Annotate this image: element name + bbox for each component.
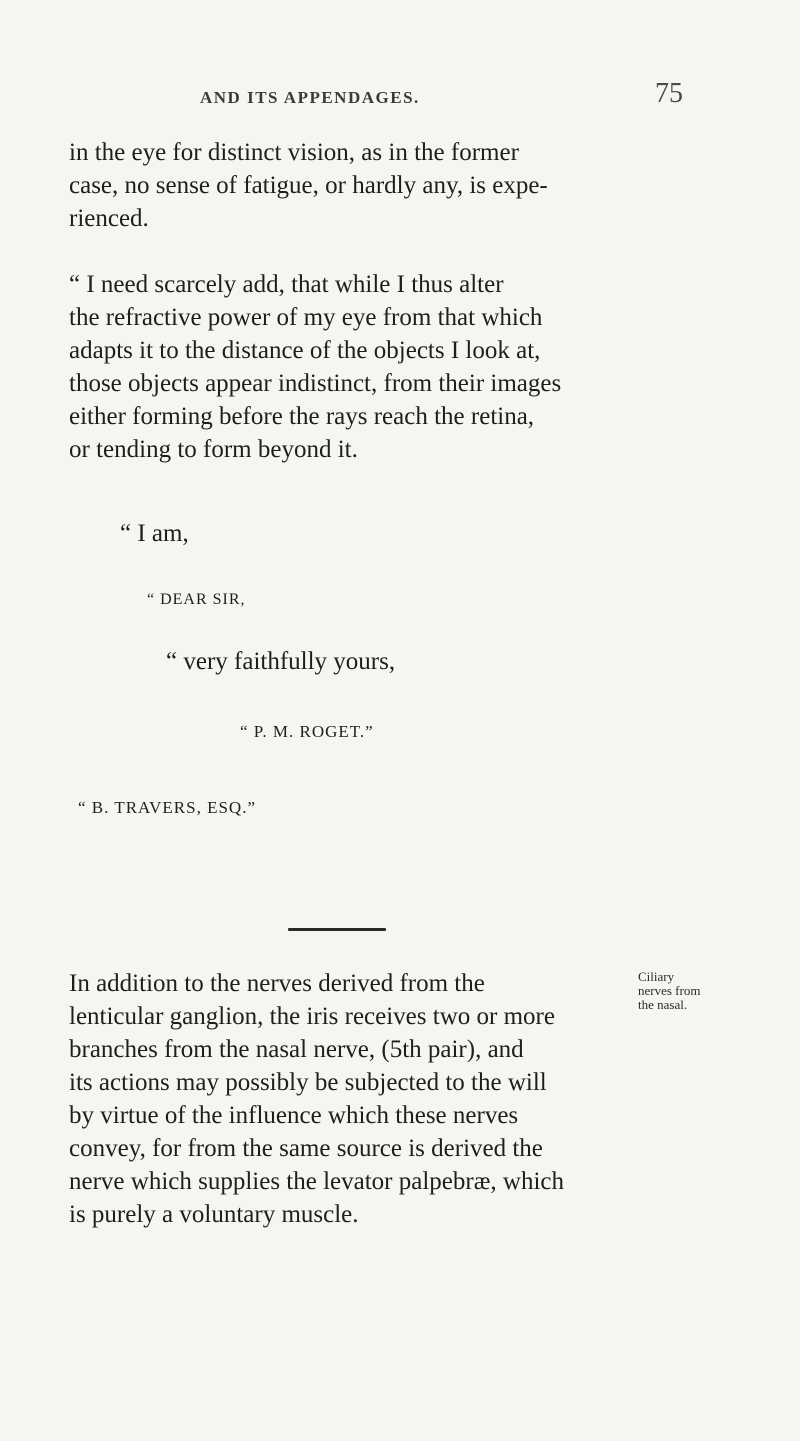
text-line: case, no sense of fatigue, or hardly any, is expe- (69, 172, 548, 199)
letter-closing-i-am: “ I am, (120, 520, 189, 547)
letter-signature: “ P. M. ROGET.” (240, 722, 374, 741)
text-line: by virtue of the influence which these nerves (69, 1102, 519, 1129)
letter-addressee: “ B. TRAVERS, ESQ.” (78, 798, 257, 817)
text-line: rienced. (69, 205, 149, 232)
section-rule (288, 928, 386, 931)
margin-note-line: nerves from (638, 983, 701, 998)
running-head: AND ITS APPENDAGES. (200, 88, 420, 107)
text-line: lenticular ganglion, the iris receives two or more (69, 1003, 555, 1030)
paragraph-main (69, 967, 629, 1231)
text-line: either forming before the rays reach the retina, (69, 403, 535, 430)
margin-note-line: Ciliary (638, 969, 675, 984)
text-line: those objects appear indistinct, from their images (69, 370, 562, 397)
text-line: is purely a voluntary muscle. (69, 1201, 359, 1228)
text-line: the refractive power of my eye from that which (69, 304, 543, 331)
letter-valediction: “ very faithfully yours, (166, 648, 396, 675)
letter-salutation: “ DEAR SIR, (147, 591, 246, 608)
text-line: branches from the nasal nerve, (5th pair), and (69, 1036, 524, 1063)
text-line: “ I need scarcely add, that while I thus alter (69, 271, 504, 298)
text-line: adapts it to the distance of the objects I look at, (69, 337, 541, 364)
page-number: 75 (655, 78, 683, 109)
text-line: in the eye for distinct vision, as in the former (69, 139, 519, 166)
paragraph-quote (69, 268, 629, 466)
margin-note (638, 970, 700, 1012)
text-line: nerve which supplies the levator palpebræ, which (69, 1168, 564, 1195)
paragraph-continuation (69, 136, 629, 235)
text-line: its actions may possibly be subjected to the will (69, 1069, 547, 1096)
margin-note-line: the nasal. (638, 997, 688, 1012)
text-line: convey, for from the same source is derived the (69, 1135, 543, 1162)
text-line: or tending to form beyond it. (69, 436, 358, 463)
text-line: In addition to the nerves derived from the (69, 970, 485, 997)
